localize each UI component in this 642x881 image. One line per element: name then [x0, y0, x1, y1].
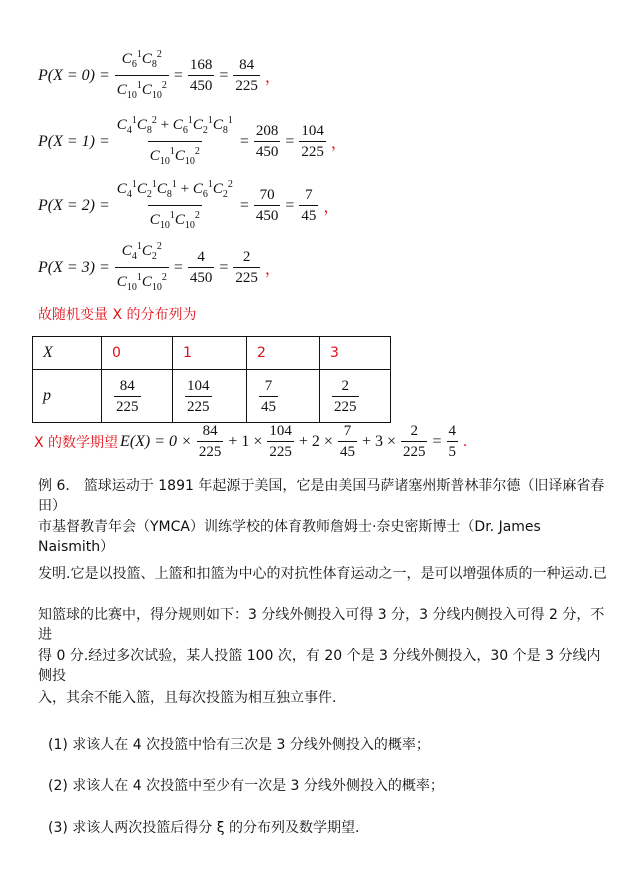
comma: ，	[323, 199, 340, 216]
fraction-value: $\frac{4}{450}$	[189, 249, 213, 286]
expectation-label: X 的数学期望	[34, 434, 119, 451]
equation-lead: P(X = 0) =	[38, 66, 110, 84]
x-value-cell: 1	[173, 337, 247, 370]
p-label-cell: p	[33, 370, 102, 423]
equation-p2: P(X = 2) = $\frac{C_4^1C_2^1C_8^1 + C_6^1C_2^2}{C_{10}^1C_{10}^2}$ = $\frac{70}{450}$ = $\frac{7}{45}$ ，	[38, 176, 339, 235]
expectation-line: X 的数学期望 E(X) = 0 × $\frac{84}{225}$ + 1 × $\frac{104}{225}$ + 2 × $\frac{7}{45}$ + 3 × $\frac{2}{225}$ = $\frac{4}{5}$ .	[34, 423, 468, 460]
x-value-cell: 2	[247, 337, 320, 370]
combination-fraction: $\frac{C_4^1C_2^2}{C_{10}^1C_{10}^2}$	[115, 238, 169, 297]
p-value-cell: $\frac{84}{225}$	[102, 370, 173, 423]
x-value-cell: 3	[320, 337, 391, 370]
equation-lead: P(X = 1) =	[38, 132, 110, 150]
fraction-result: $\frac{104}{225}$	[301, 123, 324, 160]
question-item: (1) 求该人在 4 次投篮中恰有三次是 3 分线外侧投入的概率；	[48, 737, 430, 753]
combination-fraction: $\frac{C_6^1C_8^2}{C_{10}^1C_{10}^2}$	[115, 46, 169, 105]
problem-line: 例 6． 篮球运动于 1891 年起源于美国，它是由美国马萨诸塞州斯普林菲尔德（旧译麻省春田）	[38, 478, 605, 514]
comma: ，	[264, 261, 281, 278]
equation-p0: P(X = 0) = $\frac{C_6^1C_8^2}{C_{10}^1C_{10}^2}$ = $\frac{168}{450}$ = $\frac{84}{225}$ ，	[38, 46, 281, 105]
distribution-table	[32, 336, 391, 423]
problem-line: 得 0 分.经过多次试验，某人投篮 100 次，有 20 个是 3 分线外侧投入，30 个是 3 分线内侧投	[38, 648, 601, 684]
p-value-cell: $\frac{2}{225}$	[320, 370, 391, 423]
fraction-result: $\frac{84}{225}$	[235, 57, 258, 94]
fraction-value: $\frac{168}{450}$	[189, 57, 213, 94]
p-value-cell: $\frac{104}{225}$	[173, 370, 247, 423]
combination-fraction: $\frac{C_4^1C_8^2 + C_6^1C_2^1C_8^1}{C_{10}^1C_{10}^2}$	[115, 112, 235, 171]
expectation-result: $\frac{4}{5}$	[448, 423, 457, 460]
comma: ，	[330, 135, 347, 152]
equation-lead: P(X = 3) =	[38, 258, 110, 276]
problem-line: 知篮球的比赛中，得分规则如下：3 分线外侧投入可得 3 分，3 分线内侧投入可得 2 分，不进	[38, 607, 605, 643]
equation-p3: P(X = 3) = $\frac{C_4^1C_2^2}{C_{10}^1C_{10}^2}$ = $\frac{4}{450}$ = $\frac{2}{225}$ ，	[38, 238, 281, 297]
fraction-result: $\frac{2}{225}$	[235, 249, 258, 286]
table-row-x	[33, 337, 391, 370]
fraction-result: $\frac{7}{45}$	[301, 187, 317, 224]
equation-lead: P(X = 2) =	[38, 196, 110, 214]
x-value-cell: 0	[102, 337, 173, 370]
problem-line: 发明.它是以投篮、上篮和扣篮为中心的对抗性体育运动之一，是可以增强体质的一种运动.已	[38, 566, 607, 582]
problem-line: 入，其余不能入篮，且每次投篮为相互独立事件.	[38, 690, 337, 706]
problem-line: 市基督教青年会（YMCA）训练学校的体育教师詹姆士·奈史密斯博士（Dr. James Naismith）	[38, 519, 541, 555]
table-row-p	[33, 370, 391, 423]
combination-fraction: $\frac{C_4^1C_2^1C_8^1 + C_6^1C_2^2}{C_{10}^1C_{10}^2}$	[115, 176, 235, 235]
p-value-cell: $\frac{7}{45}$	[247, 370, 320, 423]
fraction-value: $\frac{208}{450}$	[255, 123, 279, 160]
equation-p1: P(X = 1) = $\frac{C_4^1C_8^2 + C_6^1C_2^1C_8^1}{C_{10}^1C_{10}^2}$ = $\frac{208}{450}$ = $\frac{104}{225}$ ，	[38, 112, 347, 171]
question-item: (2) 求该人在 4 次投篮中至少有一次是 3 分线外侧投入的概率；	[48, 778, 444, 794]
x-label-cell: X	[33, 337, 102, 370]
fraction-value: $\frac{70}{450}$	[255, 187, 279, 224]
distribution-heading: 故随机变量 X 的分布列为	[38, 307, 197, 323]
question-item: (3) 求该人两次投篮后得分 ξ 的分布列及数学期望.	[48, 820, 360, 836]
comma: ，	[264, 69, 281, 86]
